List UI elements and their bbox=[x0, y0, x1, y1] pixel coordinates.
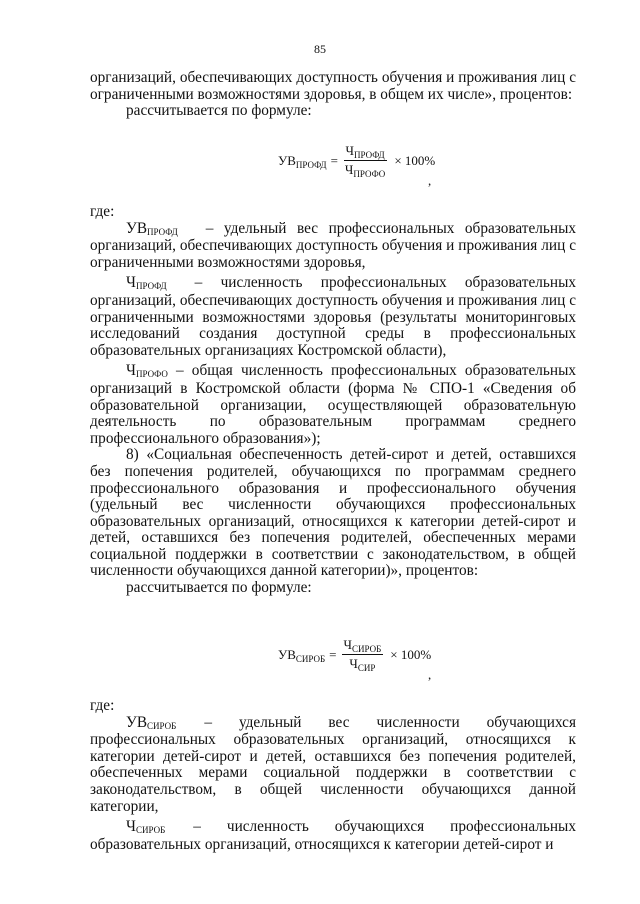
page-number: 85 bbox=[314, 42, 326, 56]
formula-sirob bbox=[278, 637, 431, 672]
definition-uv-sirob: УВСИРОБ – удельный вес численности обучающихся профессиональных образовательных организаций, относящихся к категории детей-сирот и детей, оставшихся без попечения родителей, обеспеченных мерами социальной поддержки в соответствии с законодательством, в общей численности обучающихся данной категории, bbox=[90, 713, 576, 815]
text-block-definitions-2 bbox=[90, 698, 576, 853]
item-8: 8) «Социальная обеспеченность детей-сирот и детей, оставшихся без попечения родителей, обучающихся по программам среднего профессионального образования и профессионального обучения (удельный вес численности обучающихся профессиональных образовательных организаций, относящихся к категории детей-сирот и детей, оставшихся без попечения родителей, обеспеченных мерами социальной поддержки в соответствии с законодательством, в общей численности обучающихся данной категории)», процентов: bbox=[90, 446, 576, 580]
definition-ch-profo: ЧПРОФО – общая численность профессиональных образовательных организаций в Костромской области (форма № СПО-1 «Сведения об образовательной организации, осуществляющей образовательную деятельность по образовательным программам среднего профессионального образования»); bbox=[90, 362, 576, 447]
where-label: где: bbox=[90, 203, 115, 220]
formula-profd bbox=[278, 143, 435, 178]
text-block-definitions-1 bbox=[90, 204, 576, 597]
paragraph-continuation: организаций, обеспечивающих доступность обучения и проживания лиц с ограниченными возможностями здоровья, в общем их числе», процентов: bbox=[90, 69, 576, 103]
where-label: где: bbox=[90, 697, 115, 714]
equals-sign: = bbox=[330, 152, 338, 168]
formula-comma: , bbox=[428, 667, 432, 682]
formula-multiplier: × 100% bbox=[394, 152, 436, 168]
formula-comma: , bbox=[428, 173, 432, 188]
definition-ch-profd: ЧПРОФД – численность профессиональных образовательных организаций, обеспечивающих доступность обучения и проживания лиц с ограниченными возможностями здоровья (результаты мониторинговых исследований создания доступной среды в профессиональных образовательных организациях Костромской области), bbox=[90, 274, 576, 359]
formula-fraction bbox=[342, 637, 384, 672]
formula-multiplier: × 100% bbox=[390, 646, 432, 662]
fraction-denominator: $Ч_{СИР}$ bbox=[349, 656, 376, 673]
formula-intro-1: рассчитывается по формуле: bbox=[126, 102, 312, 120]
definition-ch-sirob: ЧСИРОБ – численность обучающихся профессиональных образовательных организаций, относящихся к категории детей-сирот и bbox=[90, 818, 576, 853]
equals-sign: = bbox=[329, 646, 337, 662]
formula-fraction bbox=[343, 143, 387, 178]
formula-intro-2: рассчитывается по формуле: bbox=[126, 579, 312, 597]
definition-uv-profd: УВПРОФД – удельный вес профессиональных образовательных организаций, обеспечивающих доступность обучения и проживания лиц с ограниченными возможностями здоровья, bbox=[90, 219, 576, 271]
fraction-numerator: $Ч_{ПРОФД}$ bbox=[345, 143, 385, 160]
formula-lhs: $УВ_{СИРОБ}$ bbox=[278, 646, 326, 664]
fraction-denominator: $Ч_{ПРОФО}$ bbox=[344, 162, 386, 179]
formula-lhs: $УВ_{ПРОФД}$ bbox=[278, 152, 327, 170]
text-block-top bbox=[90, 70, 576, 120]
fraction-numerator: $Ч_{СИРОБ}$ bbox=[343, 637, 382, 654]
